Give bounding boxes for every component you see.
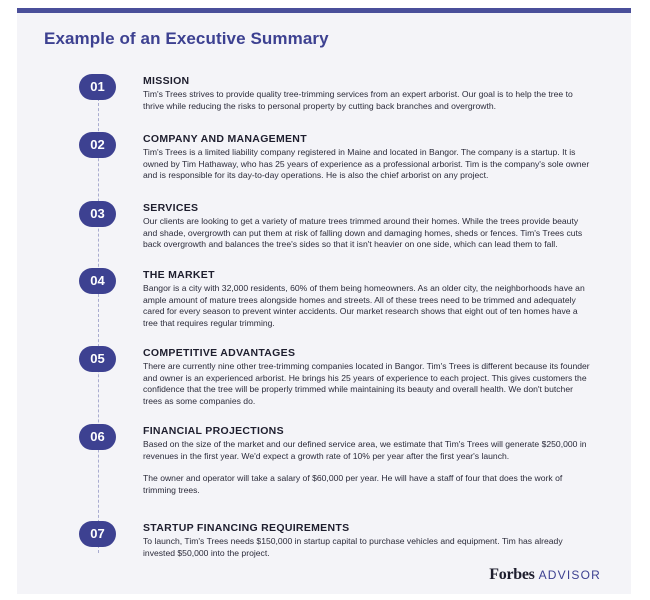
section-paragraph: The owner and operator will take a salary of $60,000 per year. He will have a staff of four that does the work of trimming trees. xyxy=(143,473,563,495)
section-paragraph: Tim's Trees is a limited liability company registered in Maine and located in Bangor. The company is a startup. It is owned by Tim Hathaway, who has 25 years of experience as a professional arborist. Tim is the company's sole owner and is responsible for its day-to-day operations. He is also the chief arborist on any project. xyxy=(143,147,590,181)
timeline-line xyxy=(98,93,100,553)
section-body xyxy=(143,361,593,407)
logo-brand: Forbes xyxy=(489,566,535,583)
summary-card xyxy=(17,8,631,594)
section-body xyxy=(143,216,593,251)
section-body xyxy=(143,283,593,329)
section-paragraph: There are currently nine other tree-trimming companies located in Bangor. Tim's Trees is different because its founder and owner is an experienced arborist. He brings his 25 years of experience to each project. This gives customers the confidence that the tree will be properly trimmed while maintaining its beauty and overall health. We don't butcher trees as some companies do. xyxy=(143,361,590,406)
section-heading: FINANCIAL PROJECTIONS xyxy=(143,425,284,437)
section-number-badge: 07 xyxy=(79,521,116,547)
section-paragraph: Our clients are looking to get a variety of mature trees trimmed around their homes. While the trees provide beauty and shade, overgrowth can put them at risk of falling down and damaging homes, sheds or fences. Tim's Trees cuts back overgrowth and balances the tree's sides so that it isn't heavier on one side, which can lead them to fall. xyxy=(143,216,583,250)
section-body xyxy=(143,439,593,496)
section-body xyxy=(143,147,593,182)
section-number-badge: 01 xyxy=(79,74,116,100)
logo-product: ADVISOR xyxy=(538,568,601,582)
section-paragraph: Based on the size of the market and our defined service area, we estimate that Tim's Trees will generate $250,000 in revenues in the first year. We'd expect a growth rate of 10% per year after the first year's launch. xyxy=(143,439,587,461)
section-number-badge: 05 xyxy=(79,346,116,372)
section-heading: STARTUP FINANCING REQUIREMENTS xyxy=(143,522,350,534)
section-heading: COMPETITIVE ADVANTAGES xyxy=(143,347,296,359)
section-heading: SERVICES xyxy=(143,202,199,214)
section-heading: COMPANY AND MANAGEMENT xyxy=(143,133,307,145)
section-number-badge: 04 xyxy=(79,268,116,294)
page-title: Example of an Executive Summary xyxy=(44,29,329,48)
section-paragraph: Tim's Trees strives to provide quality tree-trimming services from an expert arborist. Our goal is to help the tree to thrive while reducing the risks to personal property by cutting back branches and overgrowth. xyxy=(143,89,573,111)
section-number-badge: 03 xyxy=(79,201,116,227)
forbes-advisor-logo xyxy=(489,566,601,584)
section-number-badge: 02 xyxy=(79,132,116,158)
section-paragraph: Bangor is a city with 32,000 residents, 60% of them being homeowners. As an older city, the neighborhoods have an ample amount of mature trees alongside homes and streets. All of these trees need to be trimmed and adequately cared for every season to prevent winter accidents. Our market research shows that eight out of ten homes have a tree that requires regular trimming. xyxy=(143,283,585,328)
section-heading: MISSION xyxy=(143,75,190,87)
section-heading: THE MARKET xyxy=(143,269,215,281)
section-body xyxy=(143,89,593,112)
section-paragraph: To launch, Tim's Trees needs $150,000 in startup capital to purchase vehicles and equipment. Tim has already invested $50,000 into the project. xyxy=(143,536,563,558)
section-body xyxy=(143,536,593,559)
section-number-badge: 06 xyxy=(79,424,116,450)
